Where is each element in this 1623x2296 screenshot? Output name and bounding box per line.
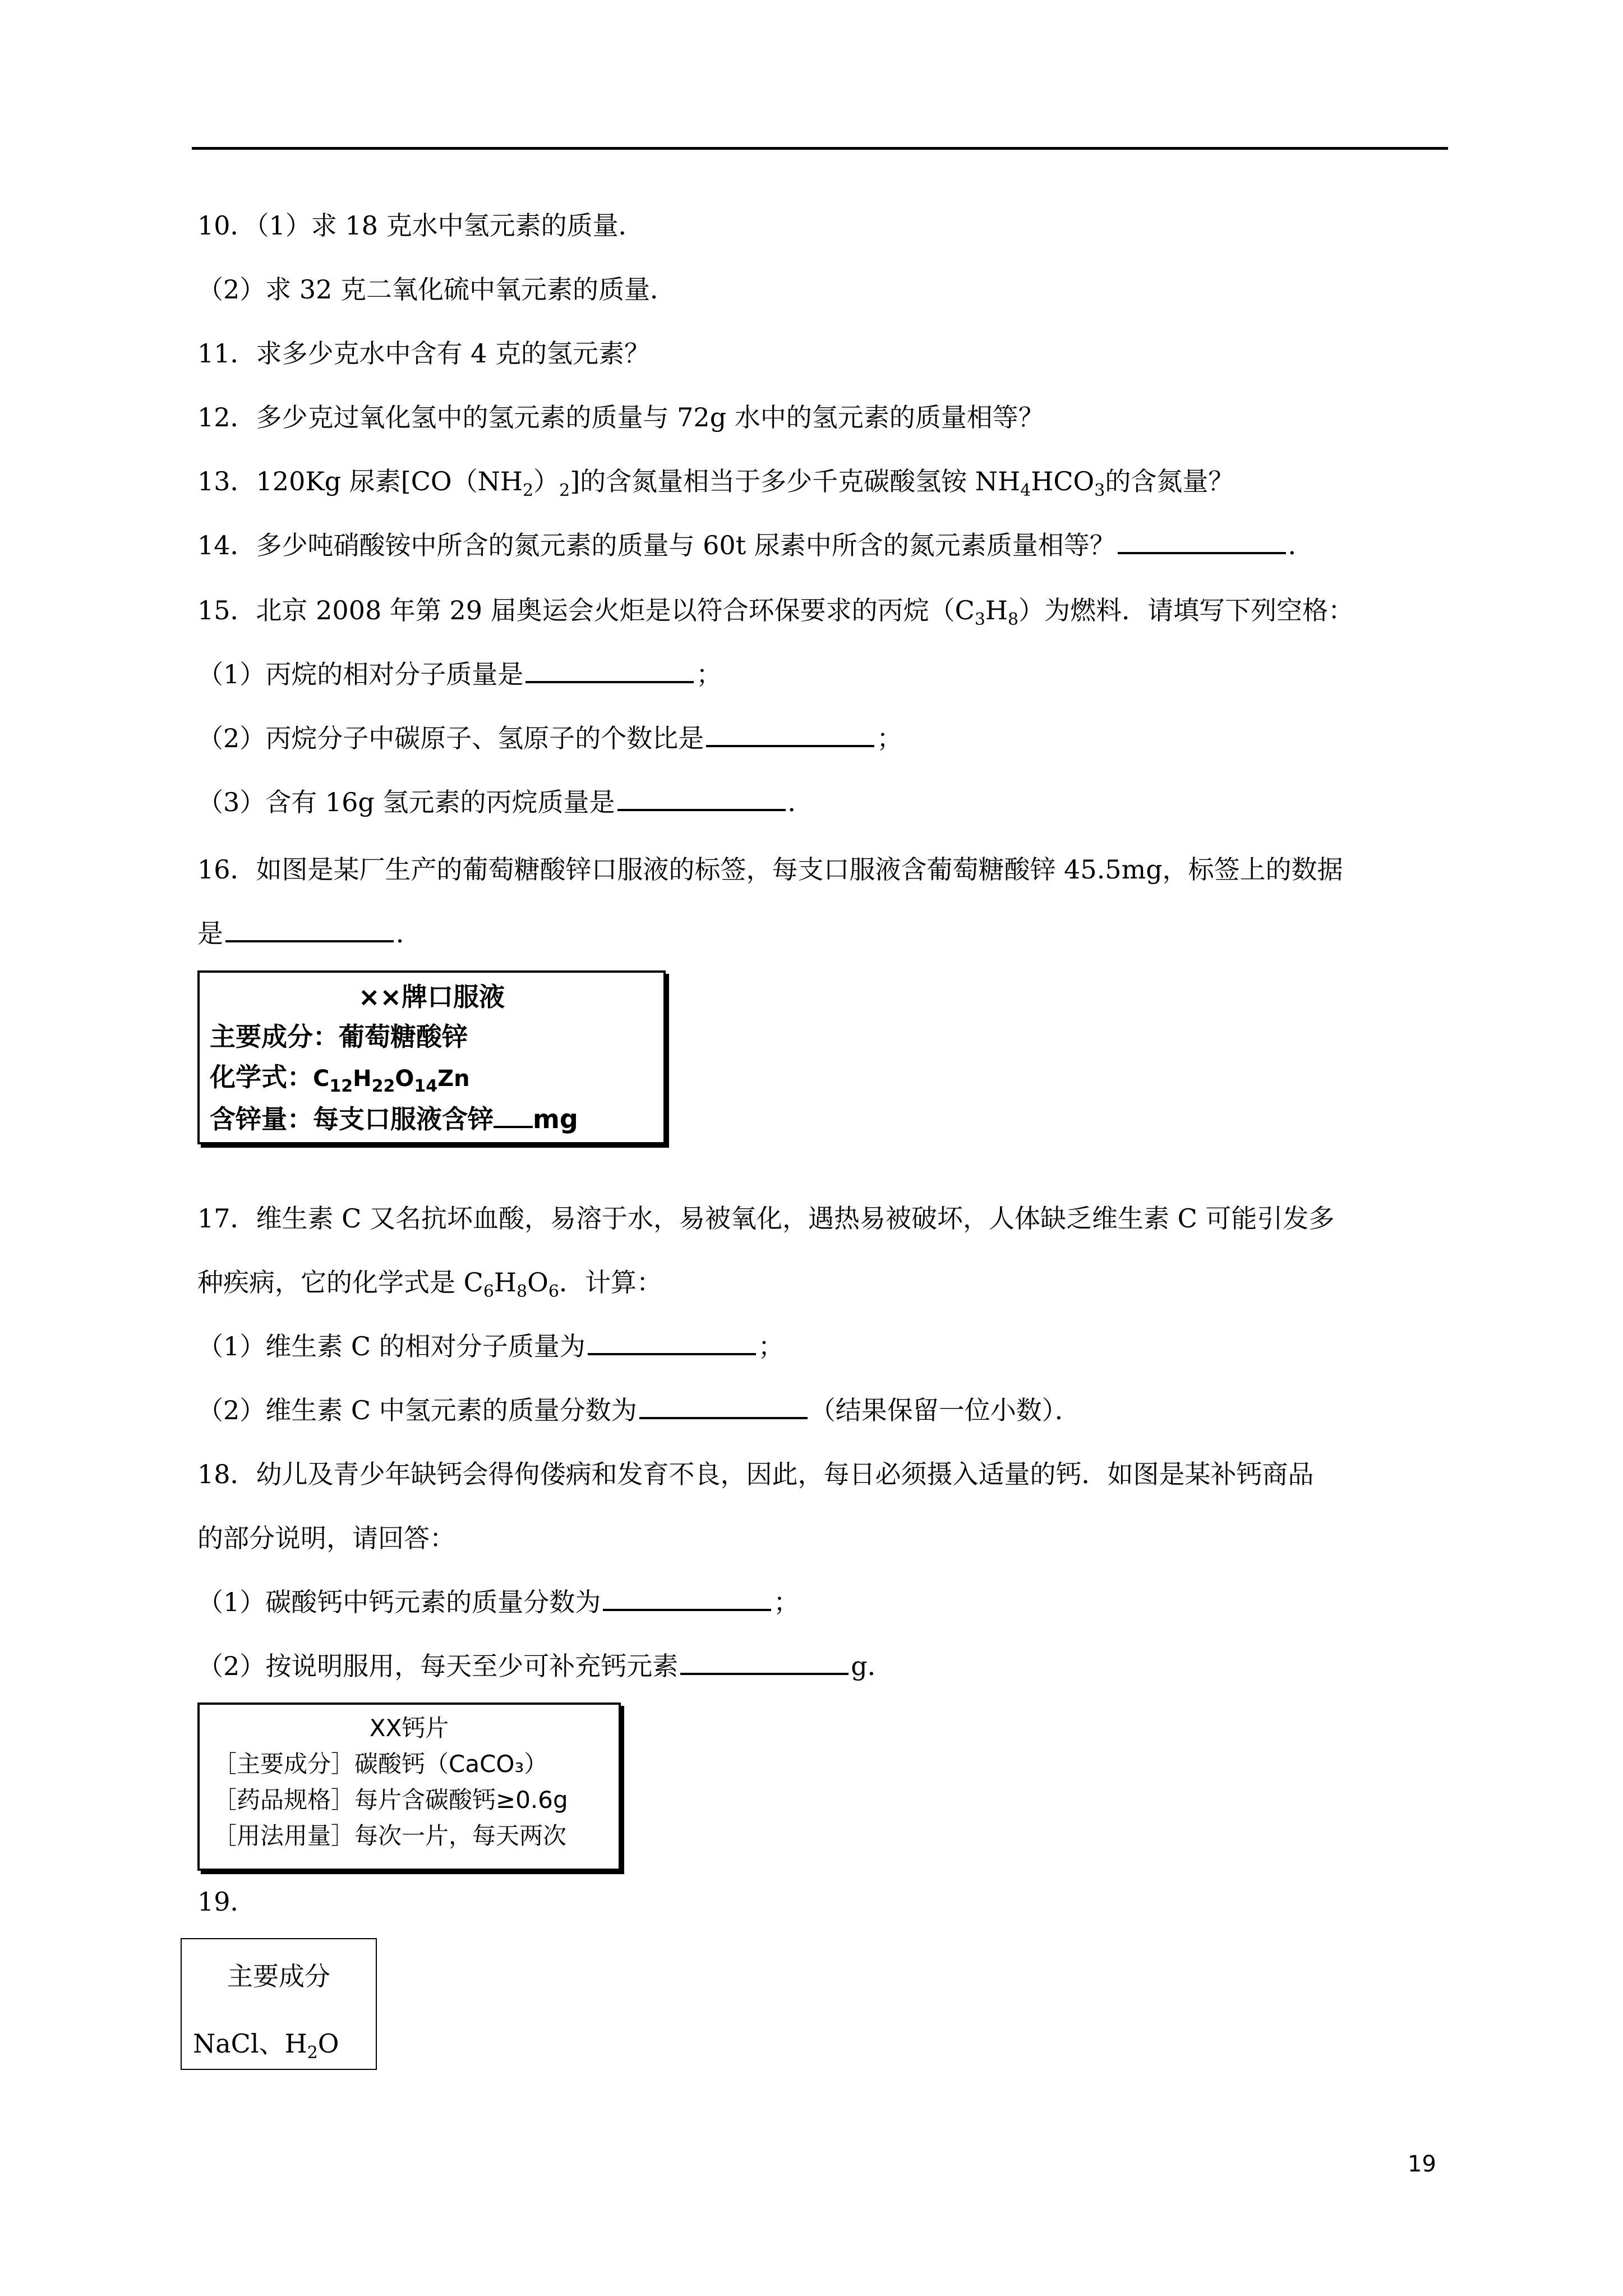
q15-part3: （3）含有 16g 氢元素的丙烷质量是 ． xyxy=(197,787,814,817)
page-number: 19 xyxy=(1408,2151,1436,2177)
q12: 12．多少克过氧化氢中的氢元素的质量与 72g 水中的氢元素的质量相等？ xyxy=(197,402,1044,432)
q17-line1: 17．维生素 C 又名抗坏血酸，易溶于水，易被氧化，遇热易被破坏，人体缺乏维生素 C 可能引发多 xyxy=(197,1203,1335,1234)
q16-line2: 是 ． xyxy=(197,918,422,949)
q15-stem: 15．北京 2008 年第 29 届奥运会火炬是以符合环保要求的丙烷$(C_3H_8)$为燃料．请填写下列空格： xyxy=(197,595,1354,629)
answer-blank[interactable] xyxy=(706,723,874,747)
q14: 14．多少吨硝酸铵中所含的氮元素的质量与 60t 尿素中所含的氮元素质量相等？ ． xyxy=(197,530,1314,560)
q17-line2: 种疾病，它的化学式是 $C_6H_8O_6$．计算： xyxy=(197,1267,662,1301)
q18-part2: （2）按说明服用，每天至少可补充钙元素 g． xyxy=(197,1651,893,1681)
label-formula: 化学式：$C_{12}H_{22}O_{14}Zn$ xyxy=(210,1062,470,1096)
answer-blank[interactable] xyxy=(225,918,394,942)
answer-blank[interactable] xyxy=(603,1586,771,1611)
q15-part1: （1）丙烷的相对分子质量是 ； xyxy=(197,659,722,689)
answer-blank[interactable] xyxy=(1118,530,1286,554)
answer-blank[interactable] xyxy=(525,659,694,683)
label-ingredient: 主要成分：葡萄糖酸锌 xyxy=(210,1022,468,1052)
label-title: ××牌口服液 xyxy=(358,982,505,1012)
q18-line2: 的部分说明，请回答： xyxy=(197,1523,455,1553)
q10-part1: 10．（1）求 18 克水中氢元素的质量． xyxy=(197,210,644,241)
label-dosage: ［用法用量］每次一片，每天两次 xyxy=(213,1822,567,1849)
q19-number: 19． xyxy=(197,1887,256,1917)
q11: 11．求多少克水中含有 4 克的氢元素？ xyxy=(197,338,651,369)
ingredient-table xyxy=(181,1938,377,2070)
q15-part2: （2）丙烷分子中碳原子、氢原子的个数比是 ； xyxy=(197,723,903,753)
q17-part2: （2）维生素 C 中氢元素的质量分数为 （结果保留一位小数）． xyxy=(197,1395,1081,1425)
calcium-tablet-label xyxy=(197,1703,621,1871)
answer-blank[interactable] xyxy=(617,786,786,811)
answer-blank[interactable] xyxy=(680,1650,849,1675)
table-header: 主要成分 xyxy=(227,1961,330,1991)
label-zinc-content: 含锌量：每支口服液含锌 mg xyxy=(210,1104,578,1134)
label-title: XX钙片 xyxy=(369,1714,449,1742)
header-rule xyxy=(192,147,1448,150)
label-ingredient: ［主要成分］碳酸钙（CaCO₃） xyxy=(213,1750,548,1778)
q18-line1: 18．幼儿及青少年缺钙会得佝偻病和发育不良，因此，每日必须摄入适量的钙．如图是某补钙商品 xyxy=(197,1459,1314,1489)
answer-blank[interactable] xyxy=(588,1331,756,1355)
q17-part1: （1）维生素 C 的相对分子质量为 ； xyxy=(197,1331,784,1361)
table-cell: NaCl、$H_2O$ xyxy=(193,2028,339,2063)
oral-liquid-label xyxy=(197,970,666,1144)
answer-blank[interactable] xyxy=(639,1395,808,1419)
q10-part2: （2）求 32 克二氧化硫中氧元素的质量． xyxy=(197,274,676,305)
q16-line1: 16．如图是某厂生产的葡萄糖酸锌口服液的标签，每支口服液含葡萄糖酸锌 45.5mg，标签上的数据 xyxy=(197,854,1343,885)
q18-part1: （1）碳酸钙中钙元素的质量分数为 ； xyxy=(197,1587,800,1617)
label-specification: ［药品规格］每片含碳酸钙≥0.6g xyxy=(213,1786,568,1814)
q13: 13．120Kg 尿素$[CO(NH_2)_2]$的含氮量相当于多少千克碳酸氢铵 $NH_4HCO_3$的含氮量？ xyxy=(197,466,1234,500)
